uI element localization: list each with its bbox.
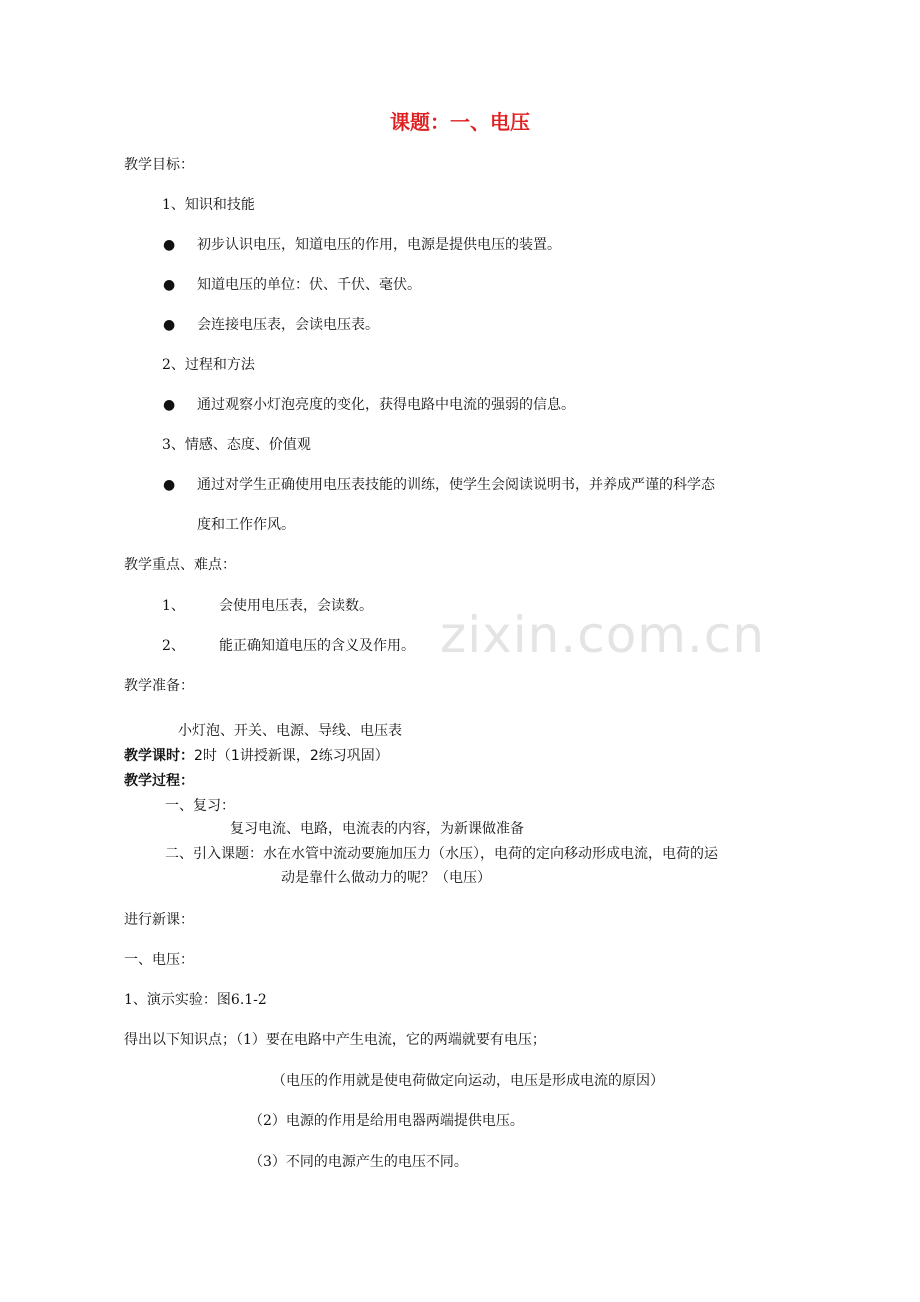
goal-item: 初步认识电压，知道电压的作用，电源是提供电压的装置。	[197, 237, 561, 253]
bullet-icon: ●	[163, 237, 176, 253]
knowledge-point-1: 得出以下知识点；（1）要在电路中产生电流，它的两端就要有电压；	[124, 1032, 546, 1048]
keypoint-number: 1、	[162, 598, 185, 614]
goals-heading: 教学目标：	[124, 157, 194, 173]
class-hours-value: 2时（1讲授新课，2练习巩固）	[194, 748, 389, 764]
knowledge-point-note: （电压的作用就是使电荷做定向运动，电压是形成电流的原因）	[272, 1073, 664, 1089]
newlesson-heading: 进行新课：	[124, 912, 194, 928]
intro-line-2: 动是靠什么做动力的呢？（电压）	[281, 870, 491, 886]
page-title: 课题：一、电压	[390, 110, 530, 134]
knowledge-point-2: （2）电源的作用是给用电器两端提供电压。	[249, 1113, 524, 1129]
review-text: 复习电流、电路，电流表的内容，为新课做准备	[230, 821, 524, 837]
goal-item: 通过观察小灯泡亮度的变化，获得电路中电流的强弱的信息。	[197, 397, 575, 413]
goals-section-2-label: 2、过程和方法	[162, 357, 255, 373]
demo-experiment: 1、演示实验：图6.1-2	[124, 992, 267, 1008]
class-hours	[124, 747, 389, 765]
newlesson-subheading: 一、电压：	[124, 952, 194, 968]
bullet-icon: ●	[163, 317, 176, 333]
keypoint-text: 能正确知道电压的含义及作用。	[219, 638, 415, 654]
goals-section-3-label: 3、情感、态度、价值观	[162, 437, 311, 453]
goals-section-1-label: 1、知识和技能	[162, 197, 255, 213]
intro-line-1: 二、引入课题：水在水管中流动要施加压力（水压），电荷的定向移动形成电流，电荷的运	[165, 846, 718, 862]
goal-item: 会连接电压表，会读电压表。	[197, 317, 379, 333]
keypoints-heading: 教学重点、难点：	[124, 557, 236, 573]
keypoint-number: 2、	[162, 638, 185, 654]
keypoint-text: 会使用电压表，会读数。	[219, 598, 373, 614]
goal-item: 知道电压的单位：伏、千伏、毫伏。	[197, 277, 421, 293]
watermark: zixin.com.cn	[440, 606, 766, 664]
goal-item: 通过对学生正确使用电压表技能的训练，使学生会阅读说明书，并养成严谨的科学态	[197, 477, 715, 493]
goal-item-continued: 度和工作作风。	[197, 517, 295, 533]
prep-heading: 教学准备：	[124, 678, 194, 694]
materials-list: 小灯泡、开关、电源、导线、电压表	[178, 723, 402, 739]
bullet-icon: ●	[163, 477, 176, 493]
process-heading: 教学过程：	[124, 773, 194, 789]
class-hours-label: 教学课时：	[124, 748, 194, 764]
bullet-icon: ●	[163, 277, 176, 293]
knowledge-point-3: （3）不同的电源产生的电压不同。	[249, 1154, 468, 1170]
bullet-icon: ●	[163, 397, 176, 413]
review-label: 一、复习：	[165, 798, 235, 814]
